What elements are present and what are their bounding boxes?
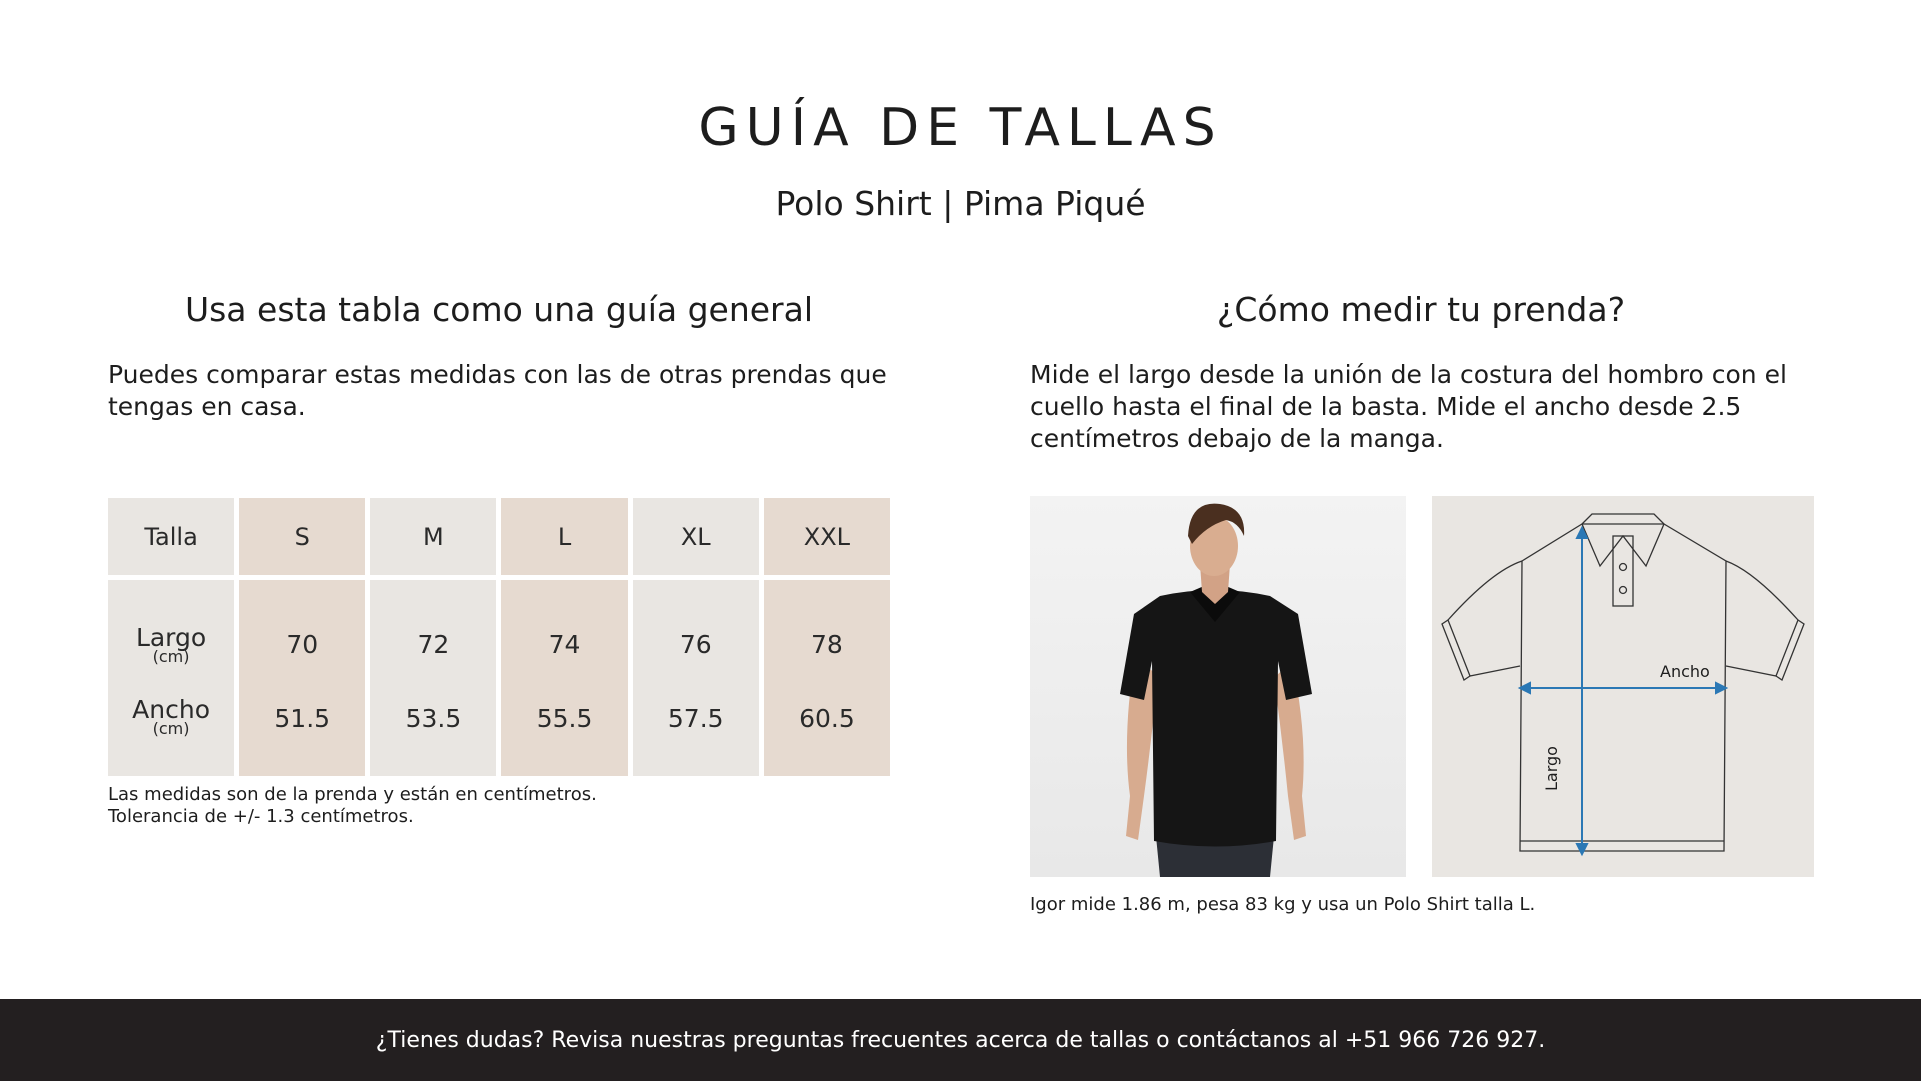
size-header-m: M: [370, 498, 496, 575]
ancho-value-xl: 57.5: [667, 703, 724, 733]
general-guide-section: [108, 290, 890, 423]
size-column-xl: [633, 580, 759, 776]
ancho-label-text: Ancho: [132, 695, 210, 724]
size-header-xxl: XXL: [764, 498, 890, 575]
largo-value-m: 72: [417, 629, 450, 659]
size-column-xxl: [764, 580, 890, 776]
table-note-line-1: Las medidas son de la prenda y están en centímetros.: [108, 784, 597, 805]
measurement-diagram: [1432, 496, 1814, 877]
size-header-s: S: [239, 498, 365, 575]
largo-value-xl: 76: [679, 629, 712, 659]
size-header-xl: XL: [633, 498, 759, 575]
how-to-measure-section: [1030, 290, 1812, 455]
size-header-l: L: [501, 498, 627, 575]
ancho-value-l: 55.5: [536, 703, 593, 733]
table-note-line-2: Tolerancia de +/- 1.3 centímetros.: [108, 806, 414, 827]
general-guide-heading: Usa esta tabla como una guía general: [184, 290, 814, 329]
largo-value-l: 74: [548, 629, 581, 659]
ancho-unit: (cm): [152, 719, 190, 738]
ancho-label: [132, 695, 210, 738]
ancho-value-s: 51.5: [274, 703, 331, 733]
largo-label: [135, 623, 207, 666]
page-title: GUÍA DE TALLAS: [698, 98, 1223, 158]
size-header-label: Talla: [108, 498, 234, 575]
footer-bar: [0, 999, 1921, 1081]
largo-unit: (cm): [152, 647, 190, 666]
photo-caption: Igor mide 1.86 m, pesa 83 kg y usa un Polo Shirt talla L.: [1030, 894, 1536, 915]
ancho-diagram-label: Ancho: [1660, 662, 1710, 681]
product-subtitle: Polo Shirt | Pima Piqué: [775, 184, 1146, 223]
largo-value-s: 70: [286, 629, 319, 659]
size-table: [108, 498, 890, 776]
general-guide-text: Puedes comparar estas medidas con las de otras prendas que tengas en casa.: [108, 360, 887, 421]
footer-help-text: ¿Tienes dudas? Revisa nuestras preguntas frecuentes acerca de tallas o contáctanos al +51 966 726 927.: [375, 1027, 1546, 1053]
how-to-measure-heading: ¿Cómo medir tu prenda?: [1216, 290, 1626, 329]
largo-diagram-label: Largo: [1542, 746, 1561, 791]
ancho-value-xxl: 60.5: [799, 703, 855, 733]
size-column-s: [239, 580, 365, 776]
largo-label-text: Largo: [135, 623, 207, 652]
how-to-measure-text: Mide el largo desde la unión de la costura del hombro con el cuello hasta el final de la basta. Mide el ancho desde 2.5 centímetros debajo de la manga.: [1030, 360, 1787, 453]
measure-labels-column: [108, 580, 234, 776]
polo-shirt-outline-icon: [1432, 496, 1814, 877]
size-column-l: [501, 580, 627, 776]
largo-value-xxl: 78: [811, 629, 843, 659]
model-photo: [1030, 496, 1406, 877]
size-column-m: [370, 580, 496, 776]
ancho-value-m: 53.5: [405, 703, 462, 733]
model-figure-icon: [1030, 496, 1406, 877]
table-note: [108, 784, 597, 828]
